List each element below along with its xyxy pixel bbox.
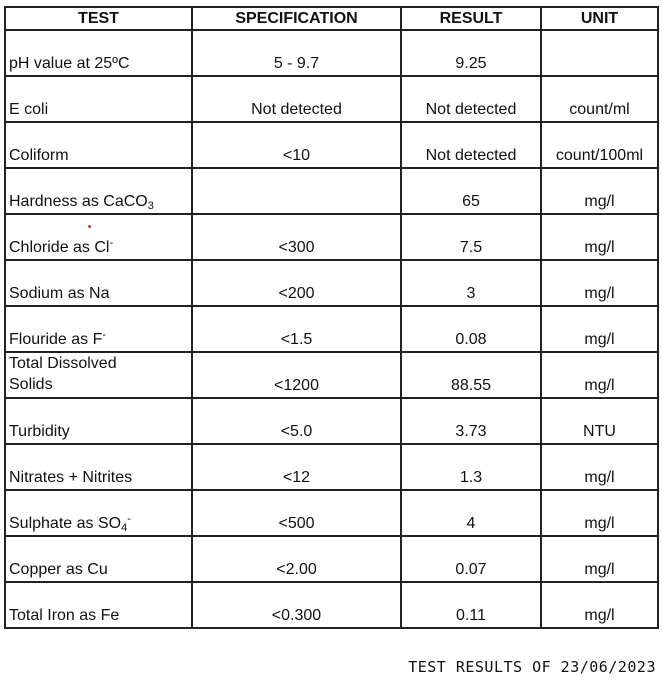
- table-row: [5, 168, 658, 214]
- result-value: 0.07: [401, 536, 541, 582]
- header-row: [5, 7, 658, 30]
- spec-value: Not detected: [192, 76, 401, 122]
- header-result: RESULT: [401, 7, 541, 30]
- subscript: 3: [147, 200, 154, 212]
- result-value: 9.25: [401, 30, 541, 76]
- spec-value: [192, 168, 401, 214]
- unit-value: mg/l: [541, 536, 658, 582]
- spec-value: <10: [192, 122, 401, 168]
- spec-value: <300: [192, 214, 401, 260]
- spec-value: <5.0: [192, 398, 401, 444]
- table-row: [5, 536, 658, 582]
- test-name-text: Hardness as CaCO: [9, 193, 148, 210]
- result-value: 0.08: [401, 306, 541, 352]
- result-value: 7.5: [401, 214, 541, 260]
- spec-value: <1.5: [192, 306, 401, 352]
- test-name: Coliform: [5, 122, 192, 168]
- test-name-text: Flouride as F: [9, 331, 103, 348]
- test-name-text: Chloride as Cl: [9, 239, 110, 256]
- header-unit: UNIT: [541, 7, 658, 30]
- test-name: Nitrates + Nitrites: [5, 444, 192, 490]
- test-name-line2: Solids: [9, 376, 53, 393]
- test-name: [5, 352, 192, 398]
- test-name: [5, 168, 192, 214]
- superscript: -: [102, 329, 107, 341]
- table-row: [5, 214, 658, 260]
- test-name: Sodium as Na: [5, 260, 192, 306]
- test-name: Copper as Cu: [5, 536, 192, 582]
- test-name: [5, 490, 192, 536]
- result-value: 3: [401, 260, 541, 306]
- subscript: 4: [121, 522, 128, 534]
- table-row: [5, 76, 658, 122]
- unit-value: mg/l: [541, 214, 658, 260]
- result-value: 4: [401, 490, 541, 536]
- unit-value: mg/l: [541, 490, 658, 536]
- test-name: [5, 306, 192, 352]
- spec-value: <200: [192, 260, 401, 306]
- superscript: -: [109, 237, 114, 249]
- unit-value: count/100ml: [541, 122, 658, 168]
- header-specification: SPECIFICATION: [192, 7, 401, 30]
- stray-mark: [88, 225, 91, 228]
- unit-value: mg/l: [541, 260, 658, 306]
- test-name: Turbidity: [5, 398, 192, 444]
- result-value: 1.3: [401, 444, 541, 490]
- result-value: 3.73: [401, 398, 541, 444]
- result-value: 65: [401, 168, 541, 214]
- result-value: 0.11: [401, 582, 541, 628]
- results-caption: TEST RESULTS OF 23/06/2023: [408, 658, 656, 676]
- unit-value: mg/l: [541, 444, 658, 490]
- spec-value: <2.00: [192, 536, 401, 582]
- table-row: [5, 582, 658, 628]
- unit-value: mg/l: [541, 168, 658, 214]
- unit-value: mg/l: [541, 582, 658, 628]
- test-results-table: [4, 6, 659, 629]
- table-row: [5, 490, 658, 536]
- superscript: -: [127, 513, 131, 525]
- spec-value: <1200: [192, 352, 401, 398]
- test-name: [5, 214, 192, 260]
- spec-value: <500: [192, 490, 401, 536]
- test-name: Total Iron as Fe: [5, 582, 192, 628]
- unit-value: count/ml: [541, 76, 658, 122]
- spec-value: <0.300: [192, 582, 401, 628]
- test-name: pH value at 25ºC: [5, 30, 192, 76]
- table-row: [5, 260, 658, 306]
- unit-value: [541, 30, 658, 76]
- result-value: Not detected: [401, 122, 541, 168]
- test-name: E coli: [5, 76, 192, 122]
- result-value: 88.55: [401, 352, 541, 398]
- spec-value: 5 - 9.7: [192, 30, 401, 76]
- table-row: [5, 398, 658, 444]
- table-row: [5, 444, 658, 490]
- table-row: [5, 122, 658, 168]
- header-test: TEST: [5, 7, 192, 30]
- unit-value: NTU: [541, 398, 658, 444]
- result-value: Not detected: [401, 76, 541, 122]
- spec-value: <12: [192, 444, 401, 490]
- table-row: [5, 30, 658, 76]
- table-row: [5, 306, 658, 352]
- table-row: [5, 352, 658, 398]
- test-name-text: Sulphate as SO: [9, 515, 122, 532]
- unit-value: mg/l: [541, 306, 658, 352]
- test-name-line1: Total Dissolved: [9, 355, 117, 372]
- unit-value: mg/l: [541, 352, 658, 398]
